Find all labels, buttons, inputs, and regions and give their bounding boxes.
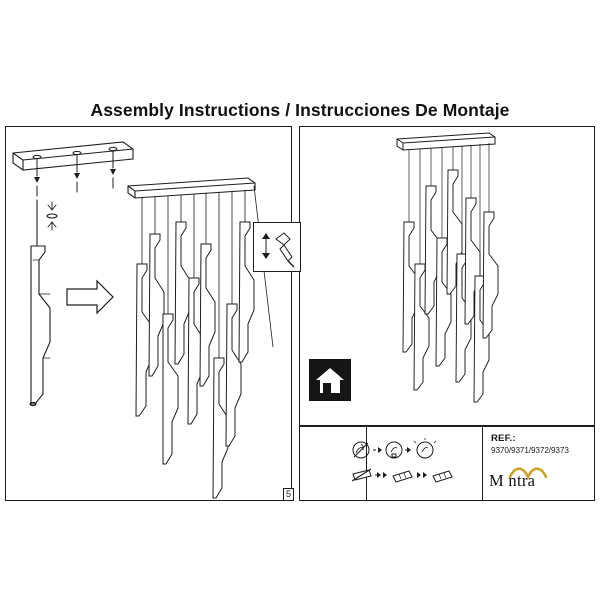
replace-bulb-icon: [393, 471, 412, 482]
brand-swoosh-icon: [509, 465, 555, 479]
care-instruction-icons: [349, 440, 467, 492]
single-pendant-tube: [30, 246, 50, 406]
assembled-fixture: [128, 178, 255, 498]
reference-value: 9370/9371/9372/9373: [491, 446, 569, 455]
arrow-1: [373, 447, 382, 453]
assembly-diagram: [5, 126, 292, 501]
reference-label: REF.:: [491, 433, 516, 444]
arrow-3: [375, 472, 387, 478]
do-not-use-damp-cloth-icon: [352, 469, 371, 481]
do-not-touch-bulb-icon: [353, 442, 369, 458]
canopy-plate: [13, 142, 133, 170]
assembly-direction-arrow-icon: [67, 281, 113, 313]
bulb-wattage-icon: [386, 442, 402, 458]
page-title: Assembly Instructions / Instrucciones De Montaje: [90, 100, 510, 120]
do-not-dispose-icon: [433, 471, 452, 482]
single-pendant-wire: [37, 200, 57, 246]
brand-wordmark: M ntra: [489, 471, 536, 490]
arrow-2: [405, 447, 411, 453]
indoor-use-only-icon: [309, 359, 351, 401]
lamp-on-icon: [414, 438, 436, 458]
page-number-box: 5: [283, 488, 294, 501]
reference-panel-divider-2: [482, 426, 483, 501]
brand-logo: [489, 462, 589, 496]
screwdriver-detail-icon: [253, 222, 301, 272]
arrow-4: [417, 472, 427, 478]
